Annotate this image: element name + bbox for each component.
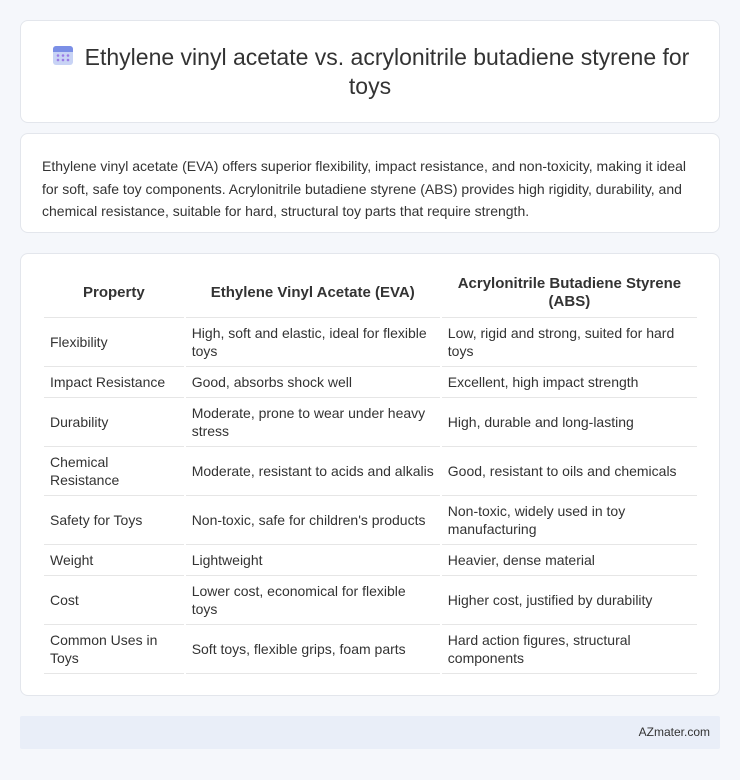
title-card bbox=[20, 20, 720, 123]
property-cell: Safety for Toys bbox=[44, 496, 184, 545]
page-title-text: Ethylene vinyl acetate vs. acrylonitrile butadiene styrene for toys bbox=[84, 44, 690, 99]
summary-card bbox=[20, 133, 720, 233]
table-header-row bbox=[44, 268, 697, 318]
table-row bbox=[44, 367, 697, 398]
table-row bbox=[44, 447, 697, 496]
table-row bbox=[44, 576, 697, 625]
abs-cell: Non-toxic, widely used in toy manufacturing bbox=[442, 496, 697, 545]
abs-cell: Good, resistant to oils and chemicals bbox=[442, 447, 697, 496]
property-cell: Weight bbox=[44, 545, 184, 576]
abs-cell: Low, rigid and strong, suited for hard toys bbox=[442, 318, 697, 367]
table-row bbox=[44, 625, 697, 674]
comparison-table-card bbox=[20, 253, 720, 696]
abs-cell: Hard action figures, structural components bbox=[442, 625, 697, 674]
eva-cell: Lightweight bbox=[186, 545, 440, 576]
table-row bbox=[44, 398, 697, 447]
calendar-icon bbox=[51, 43, 75, 67]
abs-cell: Higher cost, justified by durability bbox=[442, 576, 697, 625]
table-row bbox=[44, 318, 697, 367]
abs-cell: Heavier, dense material bbox=[442, 545, 697, 576]
table-row bbox=[44, 496, 697, 545]
eva-cell: Non-toxic, safe for children's products bbox=[186, 496, 440, 545]
eva-cell: High, soft and elastic, ideal for flexible toys bbox=[186, 318, 440, 367]
summary-paragraph: Ethylene vinyl acetate (EVA) offers superior flexibility, impact resistance, and non-toxicity, making it ideal for soft, safe toy components. Acrylonitrile butadiene styrene (ABS) provides high rigidity, durability, and chemical resistance, suitable for hard, structural toy parts that require strength. bbox=[42, 158, 687, 219]
page-title bbox=[21, 43, 719, 101]
eva-cell: Moderate, prone to wear under heavy stress bbox=[186, 398, 440, 447]
abs-cell: Excellent, high impact strength bbox=[442, 367, 697, 398]
property-cell: Impact Resistance bbox=[44, 367, 184, 398]
property-cell: Cost bbox=[44, 576, 184, 625]
header-abs: Acrylonitrile Butadiene Styrene (ABS) bbox=[442, 268, 697, 318]
property-cell: Durability bbox=[44, 398, 184, 447]
eva-cell: Lower cost, economical for flexible toys bbox=[186, 576, 440, 625]
table-row bbox=[44, 545, 697, 576]
abs-cell: High, durable and long-lasting bbox=[442, 398, 697, 447]
eva-cell: Good, absorbs shock well bbox=[186, 367, 440, 398]
property-cell: Common Uses in Toys bbox=[44, 625, 184, 674]
header-eva: Ethylene Vinyl Acetate (EVA) bbox=[186, 268, 440, 318]
header-property: Property bbox=[44, 268, 184, 318]
comparison-table bbox=[42, 268, 699, 674]
footer-site-link[interactable]: AZmater.com bbox=[638, 725, 710, 739]
eva-cell: Soft toys, flexible grips, foam parts bbox=[186, 625, 440, 674]
footer-bar bbox=[20, 716, 720, 749]
eva-cell: Moderate, resistant to acids and alkalis bbox=[186, 447, 440, 496]
property-cell: Chemical Resistance bbox=[44, 447, 184, 496]
property-cell: Flexibility bbox=[44, 318, 184, 367]
